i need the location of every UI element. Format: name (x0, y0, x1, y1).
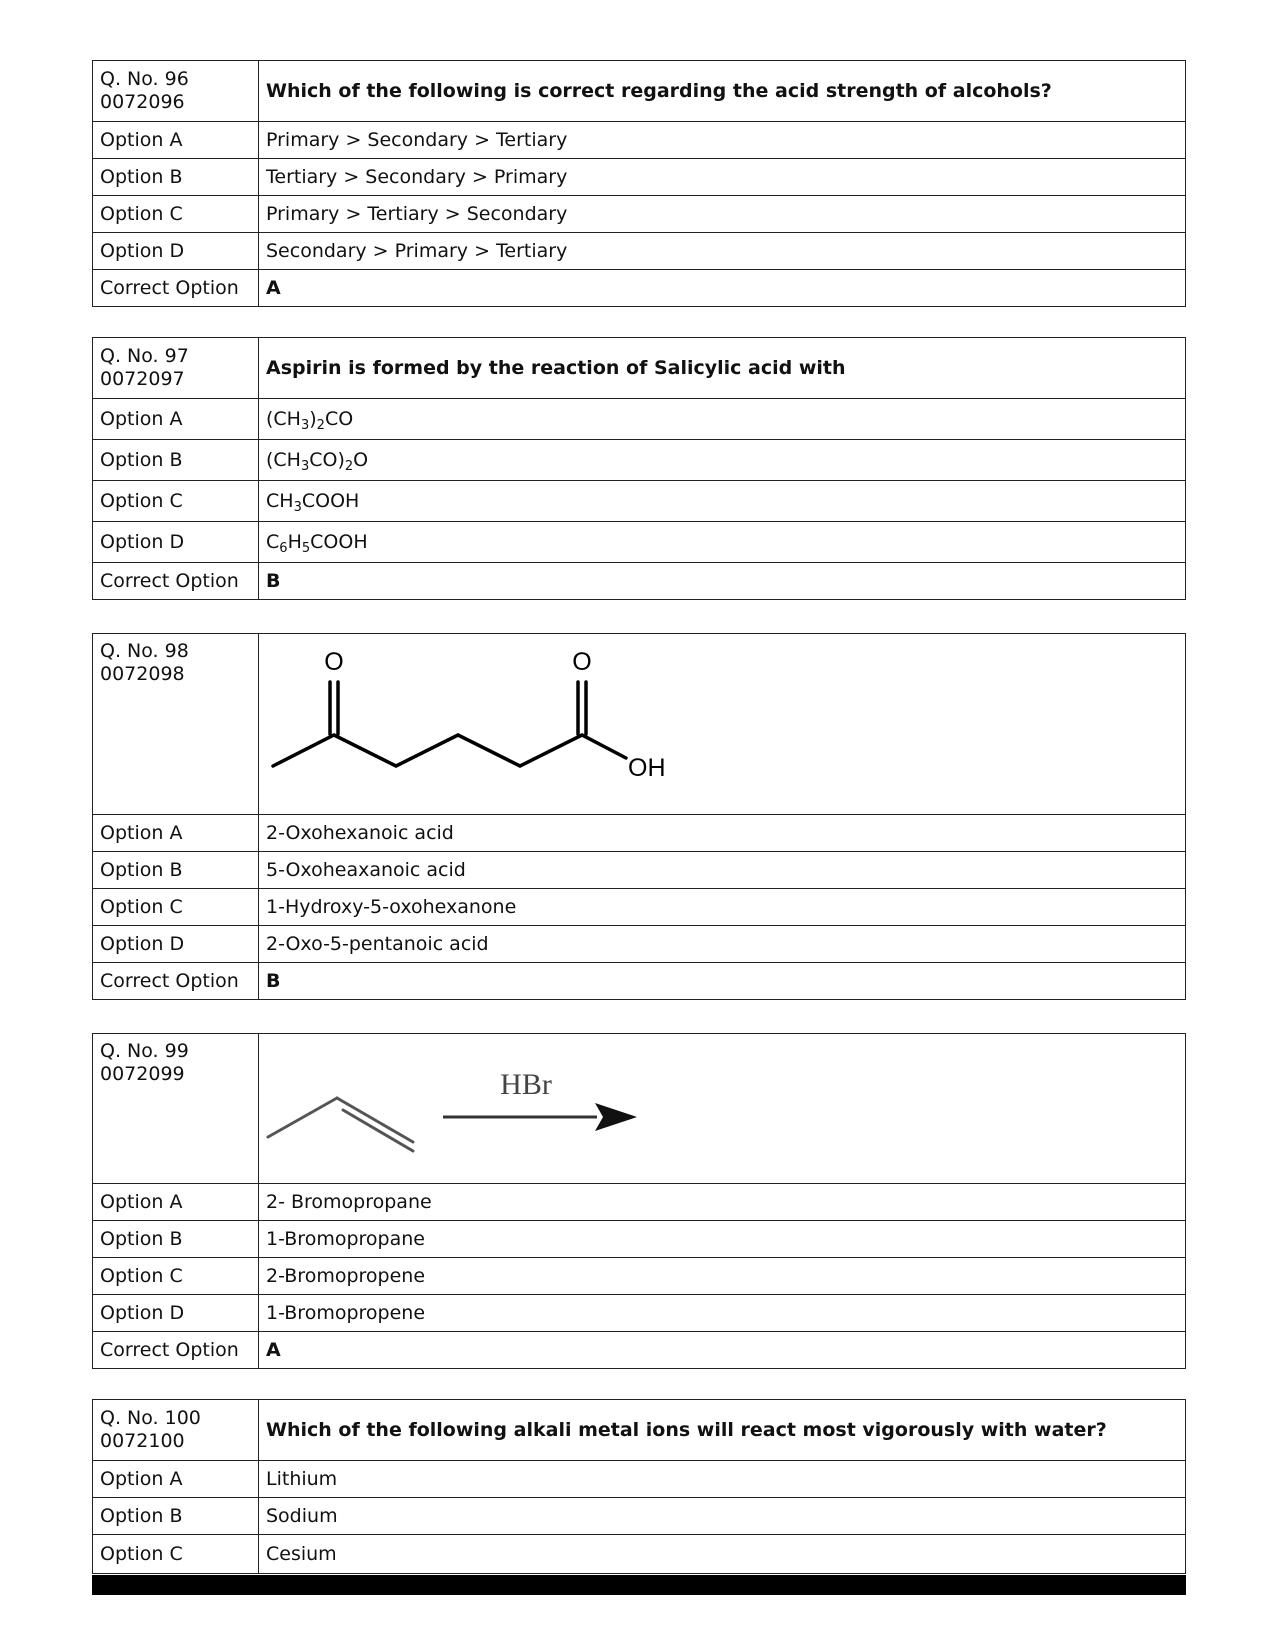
option-c-value: 1-Hydroxy-5-oxohexanone (259, 889, 1186, 926)
option-c-label: Option C (93, 1535, 259, 1574)
correct-option-value: B (259, 563, 1186, 600)
formula-subscript: 3 (300, 417, 310, 433)
hydroxyl-label: OH (628, 754, 666, 782)
question-number: Q. No. 98 (100, 640, 189, 662)
oxygen-label-1: O (324, 648, 344, 676)
option-c-value: 2-Bromopropene (259, 1258, 1186, 1295)
question-code: 0072097 (100, 368, 185, 390)
option-c-value: Primary > Tertiary > Secondary (259, 196, 1186, 233)
correct-option-value: B (259, 963, 1186, 1000)
question-id-cell (93, 1400, 259, 1461)
option-a-label: Option A (93, 815, 259, 852)
option-b-label: Option B (93, 852, 259, 889)
question-structure-cell (259, 634, 1186, 815)
option-c-label: Option C (93, 889, 259, 926)
option-b-label: Option B (93, 1498, 259, 1535)
option-d-value: Secondary > Primary > Tertiary (259, 233, 1186, 270)
option-c-value (259, 481, 1186, 522)
option-d-label: Option D (93, 522, 259, 563)
question-text: Which of the following alkali metal ions will react most vigorously with water? (259, 1400, 1186, 1461)
option-d-value: 2-Oxo-5-pentanoic acid (259, 926, 1186, 963)
option-b-value: Sodium (259, 1498, 1186, 1535)
formula-part: CO (324, 407, 354, 430)
correct-option-value: A (259, 270, 1186, 307)
correct-option-label: Correct Option (93, 1332, 259, 1369)
option-a-value: 2- Bromopropane (259, 1184, 1186, 1221)
question-text: Aspirin is formed by the reaction of Salicylic acid with (259, 338, 1186, 399)
formula-subscript: 2 (316, 417, 325, 433)
option-c-label: Option C (93, 196, 259, 233)
reagent-label: HBr (500, 1068, 552, 1101)
question-table-97 (92, 337, 1186, 600)
option-d-label: Option D (93, 926, 259, 963)
option-d-value: 1-Bromopropene (259, 1295, 1186, 1332)
question-code: 0072099 (100, 1063, 185, 1085)
question-id-cell (93, 1034, 259, 1184)
question-text: Which of the following is correct regarding the acid strength of alcohols? (259, 61, 1186, 122)
option-d-label: Option D (93, 233, 259, 270)
option-a-value (259, 399, 1186, 440)
option-d-value (259, 522, 1186, 563)
formula-subscript: 3 (293, 499, 302, 515)
option-a-label: Option A (93, 1184, 259, 1221)
formula-subscript: 3 (300, 458, 310, 474)
propene-double-bond-a (337, 1098, 413, 1142)
propene-single-bond (268, 1098, 337, 1137)
option-b-label: Option B (93, 159, 259, 196)
formula-part: O (353, 448, 369, 471)
question-id-cell (93, 338, 259, 399)
question-id-cell (93, 61, 259, 122)
question-number: Q. No. 100 (100, 1407, 201, 1429)
option-c-label: Option C (93, 481, 259, 522)
correct-option-label: Correct Option (93, 963, 259, 1000)
question-table-96 (92, 60, 1186, 307)
question-table-100 (92, 1399, 1186, 1574)
formula-part: ) (309, 407, 317, 430)
formula-part: COOH (301, 489, 360, 512)
question-number: Q. No. 96 (100, 68, 189, 90)
question-number: Q. No. 97 (100, 345, 189, 367)
page-cut-bar (92, 1575, 1186, 1595)
correct-option-value: A (259, 1332, 1186, 1369)
formula-subscript: 5 (301, 540, 311, 556)
option-b-value: 5-Oxoheaxanoic acid (259, 852, 1186, 889)
question-reaction-cell (259, 1034, 1186, 1184)
formula-part: CH (266, 489, 294, 512)
option-c-label: Option C (93, 1258, 259, 1295)
keto-acid-structure (259, 634, 679, 815)
question-code: 0072098 (100, 663, 185, 685)
question-id-cell (93, 634, 259, 815)
option-b-value: 1-Bromopropane (259, 1221, 1186, 1258)
correct-option-label: Correct Option (93, 563, 259, 600)
formula-part: (CH (266, 407, 301, 430)
option-a-value: 2-Oxohexanoic acid (259, 815, 1186, 852)
formula-part: C (266, 530, 280, 553)
option-d-label: Option D (93, 1295, 259, 1332)
question-code: 0072096 (100, 91, 185, 113)
option-b-value: Tertiary > Secondary > Primary (259, 159, 1186, 196)
option-b-label: Option B (93, 1221, 259, 1258)
option-a-label: Option A (93, 1461, 259, 1498)
option-a-value: Lithium (259, 1461, 1186, 1498)
formula-part: CO) (309, 448, 345, 471)
question-code: 0072100 (100, 1430, 185, 1452)
formula-part: (CH (266, 448, 301, 471)
option-a-label: Option A (93, 399, 259, 440)
question-number: Q. No. 99 (100, 1040, 189, 1062)
carbon-chain (273, 735, 626, 766)
question-table-98 (92, 633, 1186, 1000)
option-a-value: Primary > Secondary > Tertiary (259, 122, 1186, 159)
formula-part: COOH (310, 530, 368, 553)
option-b-value (259, 440, 1186, 481)
option-a-label: Option A (93, 122, 259, 159)
formula-subscript: 6 (279, 540, 288, 556)
reaction-arrow-head (595, 1103, 637, 1131)
formula-subscript: 2 (344, 458, 354, 474)
formula-part: H (287, 530, 302, 553)
option-b-label: Option B (93, 440, 259, 481)
question-table-99 (92, 1033, 1186, 1369)
correct-option-label: Correct Option (93, 270, 259, 307)
propene-reaction (259, 1034, 659, 1184)
oxygen-label-2: O (572, 648, 592, 676)
option-c-value: Cesium (259, 1535, 1186, 1574)
propene-double-bond-b (343, 1110, 413, 1151)
